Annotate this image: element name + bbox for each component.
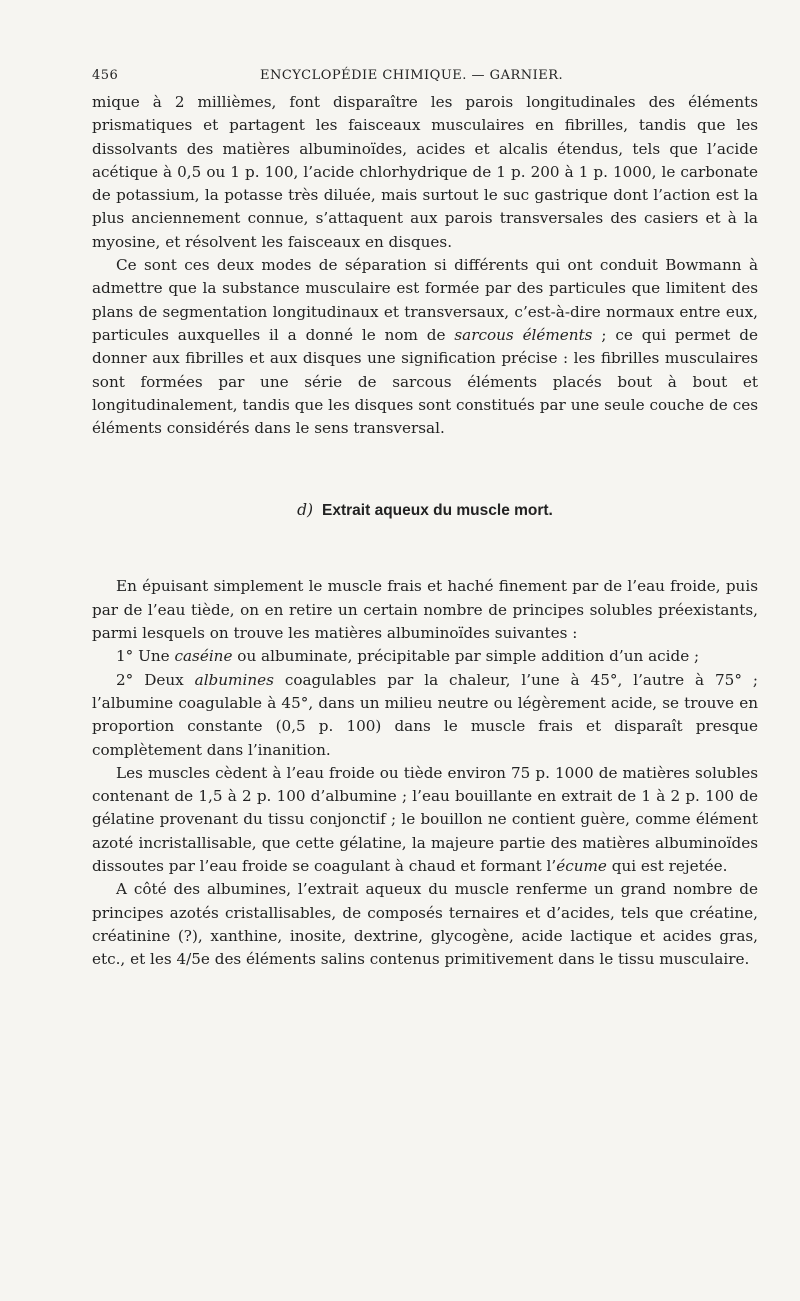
page-number: 456 [92, 68, 119, 83]
paragraph-5-emphasis: albumines [194, 670, 274, 689]
paragraph-3: En épuisant simplement le muscle frais et haché finement par de l’eau froide, puis par de l’eau tiède, on en retire un certain nombre de principes solubles préexistants, parmi lesquels on trouve les matières albuminoïdes suivantes : [92, 577, 758, 643]
paragraph-5-text-a: 2° Deux [116, 670, 195, 689]
paragraph-2-emphasis: sarcous éléments [454, 325, 593, 344]
section-letter: d) [297, 501, 314, 520]
body-text-2 [92, 575, 758, 971]
paragraph-6-text-b: qui est rejetée. [606, 857, 728, 876]
paragraph-6-emphasis: écume [556, 857, 607, 876]
paragraph-5 [92, 669, 758, 762]
running-header [92, 68, 758, 83]
paragraph-7: A côté des albumines, l’extrait aqueux du muscle renferme un grand nombre de principes azotés cristallisables, de composés ternaires et d’acides, tels que créatine, créatinine (?), xanthine, inosite, dextrine, glycogène, acide lactique et acides gras, etc., et les 4/5e des éléments salins contenus primitivement dans le tissu musculaire. [92, 880, 758, 969]
paragraph-4-text-a: 1° Une [116, 647, 175, 666]
paragraph-2-text-b: ; ce qui permet de donner aux fibrilles et aux disques une signification précise : les fibrilles musculaires sont formées par une série de sarcous éléments placés bout à bout et longitudinalement, tandis que les disques sont constitués par une seule couche de ces éléments considérés dans le sens transversal. [92, 325, 758, 438]
paragraph-4-text-b: ou albuminate, précipitable par simple addition d’un acide ; [232, 647, 700, 666]
section-title: Extrait aqueux du muscle mort. [322, 502, 553, 520]
paragraph-4-emphasis: caséine [174, 647, 233, 666]
paragraph-6 [92, 762, 758, 878]
body-text [92, 91, 758, 440]
paragraph-5-text-b: coagulables par la chaleur, l’une à 45°, l’autre à 75° ; l’albumine coagulable à 45°, dans un milieu neutre ou légèrement acide, se trouve en proportion constante (0,5 p. 100) dans le muscle frais et disparaît presque complètement dans l’inanition. [92, 670, 758, 759]
paragraph-2-text-a: Ce sont ces deux modes de séparation si différents qui ont conduit Bowmann à admettre que la substance musculaire est formée par des particules que limitent des plans de segmentation longitudinaux et transversaux, c’est-à-dire normaux entre eux, particules auxquelles il a donné le nom de [92, 256, 758, 344]
paragraph-4 [92, 645, 758, 668]
paragraph-6-text-a: Les muscles cèdent à l’eau froide ou tiède environ 75 p. 1000 de matières solubles contenant de 1,5 à 2 p. 100 d’albumine ; l’eau bouillante en extrait de 1 à 2 p. 100 de gélatine provenant du tissu conjonctif ; le bouillon ne contient guère, comme élément azoté incristallisable, que cette gélatine, la majeure partie des matières albuminoïdes dissoutes par l’eau froide se coagulant à chaud et formant l’ [92, 763, 758, 876]
running-title: ENCYCLOPÉDIE CHIMIQUE. — GARNIER. [260, 68, 564, 83]
paragraph-2 [92, 254, 758, 440]
paragraph-1: mique à 2 millièmes, font disparaître les parois longitudinales des éléments prismatiques et partagent les faisceaux musculaires en fibrilles, tandis que les dissolvants des matières albuminoïdes, acides et alcalis étendus, tels que l’acide acétique à 0,5 ou 1 p. 100, l’acide chlorhydrique de 1 p. 200 à 1 p. 1000, le carbonate de potassium, la potasse très diluée, mais surtout le suc gastrique dont l’action est la plus anciennement connue, s’attaquent aux parois transversales des casiers et à la myosine, et résolvent les faisceaux en disques. [92, 93, 758, 251]
section-heading [92, 501, 758, 520]
